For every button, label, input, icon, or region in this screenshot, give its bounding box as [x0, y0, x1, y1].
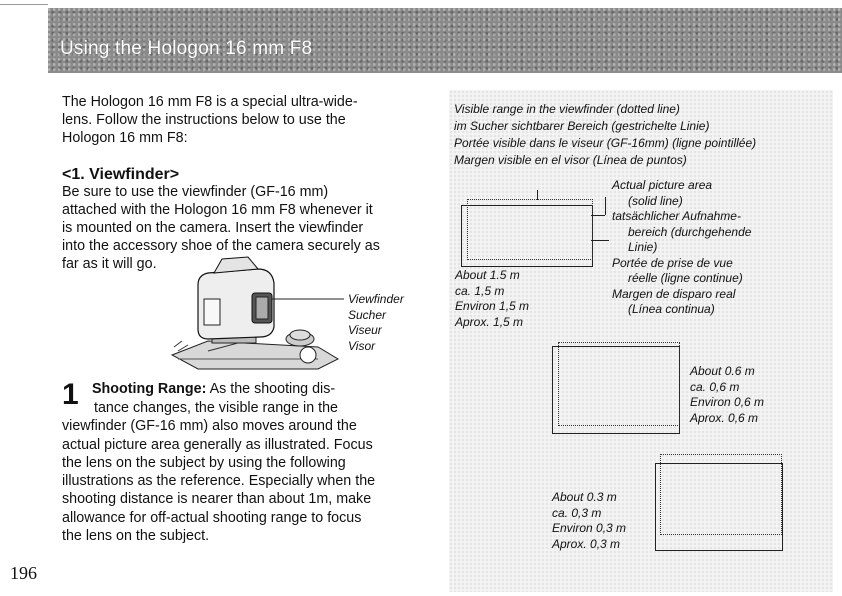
- distance-label-0-6m: [690, 364, 764, 426]
- diagram-caption: [454, 101, 756, 169]
- caption-line: Portée visible dans le viseur (GF-16mm) (ligne pointillée): [454, 136, 757, 150]
- actual-area-line: (Línea continua): [628, 302, 715, 316]
- step-line: allowance for off-actual shooting range to focus: [62, 509, 362, 526]
- step-line: viewfinder (GF-16 mm) also moves around the: [62, 418, 357, 435]
- distance-line: Environ 0,6 m: [690, 395, 765, 409]
- viewfinder-line: Be sure to use the viewfinder (GF-16 mm): [62, 184, 329, 200]
- step-line: actual picture area generally as illustrated. Focus: [62, 436, 373, 453]
- intro-line: The Hologon 16 mm F8 is a special ultra-wide-: [62, 94, 358, 110]
- actual-area-line: tatsächlicher Aufnahme-: [612, 209, 741, 223]
- distance-line: Environ 0,3 m: [552, 521, 627, 535]
- distance-line: About 0.3 m: [552, 490, 617, 504]
- visible-range-frame-0-3m: [660, 454, 782, 535]
- viewfinder-heading: <1. Viewfinder>: [62, 166, 180, 183]
- step-line: tance changes, the visible range in the: [94, 400, 339, 416]
- distance-line: About 1.5 m: [455, 268, 520, 282]
- step-line: the lens on the subject.: [62, 528, 210, 545]
- step-heading: [92, 381, 335, 397]
- figure-label: Visor: [348, 338, 376, 353]
- intro-line: lens. Follow the instructions below to use the: [62, 112, 346, 128]
- viewfinder-illustration: [168, 255, 344, 373]
- visible-range-frame-1-5m: [467, 199, 593, 260]
- actual-area-line: Portée de prise de vue: [612, 255, 733, 270]
- actual-area-line: bereich (durchgehende: [628, 224, 752, 239]
- caption-line: im Sucher sichtbarer Bereich (gestrichelte Linie): [454, 119, 710, 133]
- distance-line: ca. 0,3 m: [552, 505, 602, 520]
- figure-label: Viewfinder: [348, 292, 404, 306]
- distance-line: About 0.6 m: [690, 364, 755, 378]
- caption-line: Margen visible en el visor (Línea de puntos): [454, 153, 687, 167]
- actual-area-line: Actual picture area: [612, 178, 713, 192]
- distance-line: Aprox. 1,5 m: [455, 314, 524, 329]
- leader-line: [591, 215, 605, 216]
- distance-line: Aprox. 0,3 m: [552, 536, 621, 551]
- distance-line: ca. 1,5 m: [455, 283, 505, 298]
- viewfinder-line: attached with the Hologon 16 mm F8 whenever it: [62, 202, 373, 218]
- header-banner: [48, 8, 842, 73]
- intro-paragraph: [62, 93, 422, 147]
- viewfinder-line: is mounted on the camera. Insert the viewfinder: [62, 220, 364, 236]
- viewfinder-figure-labels: [348, 292, 404, 354]
- figure-label: Viseur: [348, 323, 382, 337]
- intro-line: Hologon 16 mm F8:: [62, 130, 188, 146]
- actual-area-line: réelle (ligne continue): [628, 271, 743, 285]
- visible-range-frame-0-6m: [558, 342, 680, 426]
- page-number: 196: [10, 563, 37, 583]
- distance-line: ca. 0,6 m: [690, 379, 740, 394]
- distance-line: Environ 1,5 m: [455, 299, 530, 313]
- actual-area-label: [612, 178, 751, 318]
- distance-line: Aprox. 0,6 m: [690, 410, 759, 425]
- top-rule: [0, 4, 48, 5]
- step-number: 1: [62, 378, 79, 411]
- distance-label-0-3m: [552, 490, 626, 552]
- step-line: illustrations as the reference. Especially when the: [62, 473, 376, 490]
- page-title: Using the Hologon 16 mm F8: [60, 38, 313, 59]
- leader-line: [591, 240, 609, 241]
- step-title: Shooting Range:: [92, 381, 207, 397]
- step-line: shooting distance is nearer than about 1m, make: [62, 491, 372, 508]
- step-body: [62, 399, 424, 545]
- caption-line: Visible range in the viewfinder (dotted line): [454, 102, 680, 116]
- viewfinder-line: into the accessory shoe of the camera securely as: [62, 238, 380, 254]
- step-line: the lens on the subject by using the following: [62, 454, 346, 471]
- leader-line: [537, 190, 538, 200]
- actual-area-line: (solid line): [628, 193, 683, 208]
- distance-label-1-5m: [455, 268, 529, 330]
- viewfinder-line: far as it will go.: [62, 256, 157, 272]
- actual-area-line: Linie): [628, 240, 658, 254]
- figure-label: Sucher: [348, 307, 387, 322]
- leader-line: [605, 197, 606, 215]
- step-title-rest: As the shooting dis-: [209, 381, 336, 397]
- actual-area-line: Margen de disparo real: [612, 286, 736, 301]
